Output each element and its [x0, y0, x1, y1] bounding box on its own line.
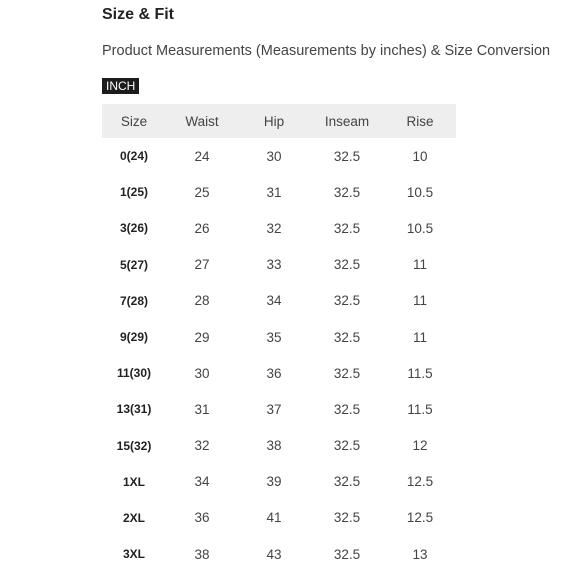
header-inseam: Inseam — [324, 113, 370, 129]
cell-inseam: 32.5 — [333, 474, 361, 490]
cell-inseam: 32.5 — [333, 257, 361, 273]
cell-hip: 41 — [266, 510, 282, 526]
cell-waist: 24 — [194, 148, 210, 164]
cell-size: 1(25) — [119, 185, 148, 200]
cell-size: 3(26) — [119, 221, 148, 236]
cell-waist: 30 — [194, 365, 210, 381]
cell-inseam: 32.5 — [333, 510, 361, 526]
cell-inseam: 32.5 — [333, 184, 361, 200]
cell-hip: 34 — [266, 293, 282, 309]
cell-inseam: 32.5 — [333, 220, 361, 236]
cell-hip: 38 — [266, 438, 282, 454]
cell-rise: 11 — [412, 257, 427, 273]
cell-size: 11(30) — [116, 366, 152, 381]
cell-rise: 10.5 — [406, 220, 434, 236]
page-subtitle: Product Measurements (Measurements by inches) & Size Conversion — [102, 43, 551, 59]
cell-rise: 11.5 — [407, 401, 433, 417]
table-row — [102, 464, 456, 500]
cell-hip: 30 — [266, 148, 282, 164]
cell-size: 15(32) — [116, 438, 152, 453]
cell-rise: 13 — [412, 546, 428, 562]
cell-waist: 27 — [194, 257, 210, 273]
header-hip: Hip — [263, 113, 285, 129]
cell-hip: 39 — [266, 474, 282, 490]
cell-rise: 11 — [412, 293, 427, 309]
cell-waist: 32 — [194, 438, 210, 454]
cell-size: 5(27) — [119, 257, 148, 272]
table-row — [102, 247, 456, 283]
cell-rise: 12 — [412, 438, 428, 454]
cell-rise: 12.5 — [406, 510, 434, 526]
cell-hip: 43 — [266, 546, 282, 562]
cell-inseam: 32.5 — [333, 438, 361, 454]
cell-rise: 12.5 — [406, 474, 434, 490]
cell-waist: 34 — [194, 474, 210, 490]
cell-hip: 32 — [266, 220, 282, 236]
cell-rise: 11 — [412, 329, 427, 345]
table-row — [102, 391, 456, 427]
table-row — [102, 355, 456, 391]
table-row — [102, 283, 456, 319]
cell-size: 9(29) — [119, 330, 148, 345]
cell-inseam: 32.5 — [333, 329, 361, 345]
cell-inseam: 32.5 — [333, 546, 361, 562]
table-row — [102, 138, 456, 174]
table-row — [102, 428, 456, 464]
cell-size: 3XL — [122, 547, 145, 562]
table-row — [102, 536, 456, 572]
header-rise: Rise — [406, 113, 434, 129]
cell-waist: 26 — [194, 220, 210, 236]
cell-rise: 10 — [412, 148, 428, 164]
cell-waist: 31 — [194, 401, 210, 417]
cell-waist: 36 — [194, 510, 210, 526]
page-title: Size & Fit — [102, 6, 175, 23]
cell-rise: 11.5 — [407, 365, 433, 381]
cell-rise: 10.5 — [406, 184, 434, 200]
table-row — [102, 319, 456, 355]
header-size: Size — [120, 113, 148, 129]
table-row — [102, 174, 456, 210]
cell-waist: 38 — [194, 546, 210, 562]
cell-waist: 25 — [194, 184, 210, 200]
cell-inseam: 32.5 — [333, 365, 361, 381]
size-chart-table — [102, 104, 456, 572]
cell-hip: 33 — [266, 257, 282, 273]
cell-inseam: 32.5 — [333, 401, 361, 417]
cell-size: 0(24) — [119, 149, 148, 164]
cell-waist: 28 — [194, 293, 210, 309]
cell-size: 13(31) — [116, 402, 152, 417]
cell-hip: 36 — [266, 365, 282, 381]
cell-inseam: 32.5 — [333, 148, 361, 164]
cell-size: 2XL — [122, 510, 145, 525]
table-row — [102, 210, 456, 246]
header-waist: Waist — [185, 113, 219, 129]
cell-waist: 29 — [194, 329, 210, 345]
table-row — [102, 500, 456, 536]
cell-hip: 31 — [266, 184, 282, 200]
cell-size: 1XL — [122, 474, 145, 489]
cell-hip: 35 — [266, 329, 282, 345]
unit-badge: INCH — [102, 78, 139, 94]
cell-inseam: 32.5 — [333, 293, 361, 309]
cell-size: 7(28) — [119, 293, 148, 308]
cell-hip: 37 — [266, 401, 282, 417]
table-header-row — [102, 104, 456, 138]
